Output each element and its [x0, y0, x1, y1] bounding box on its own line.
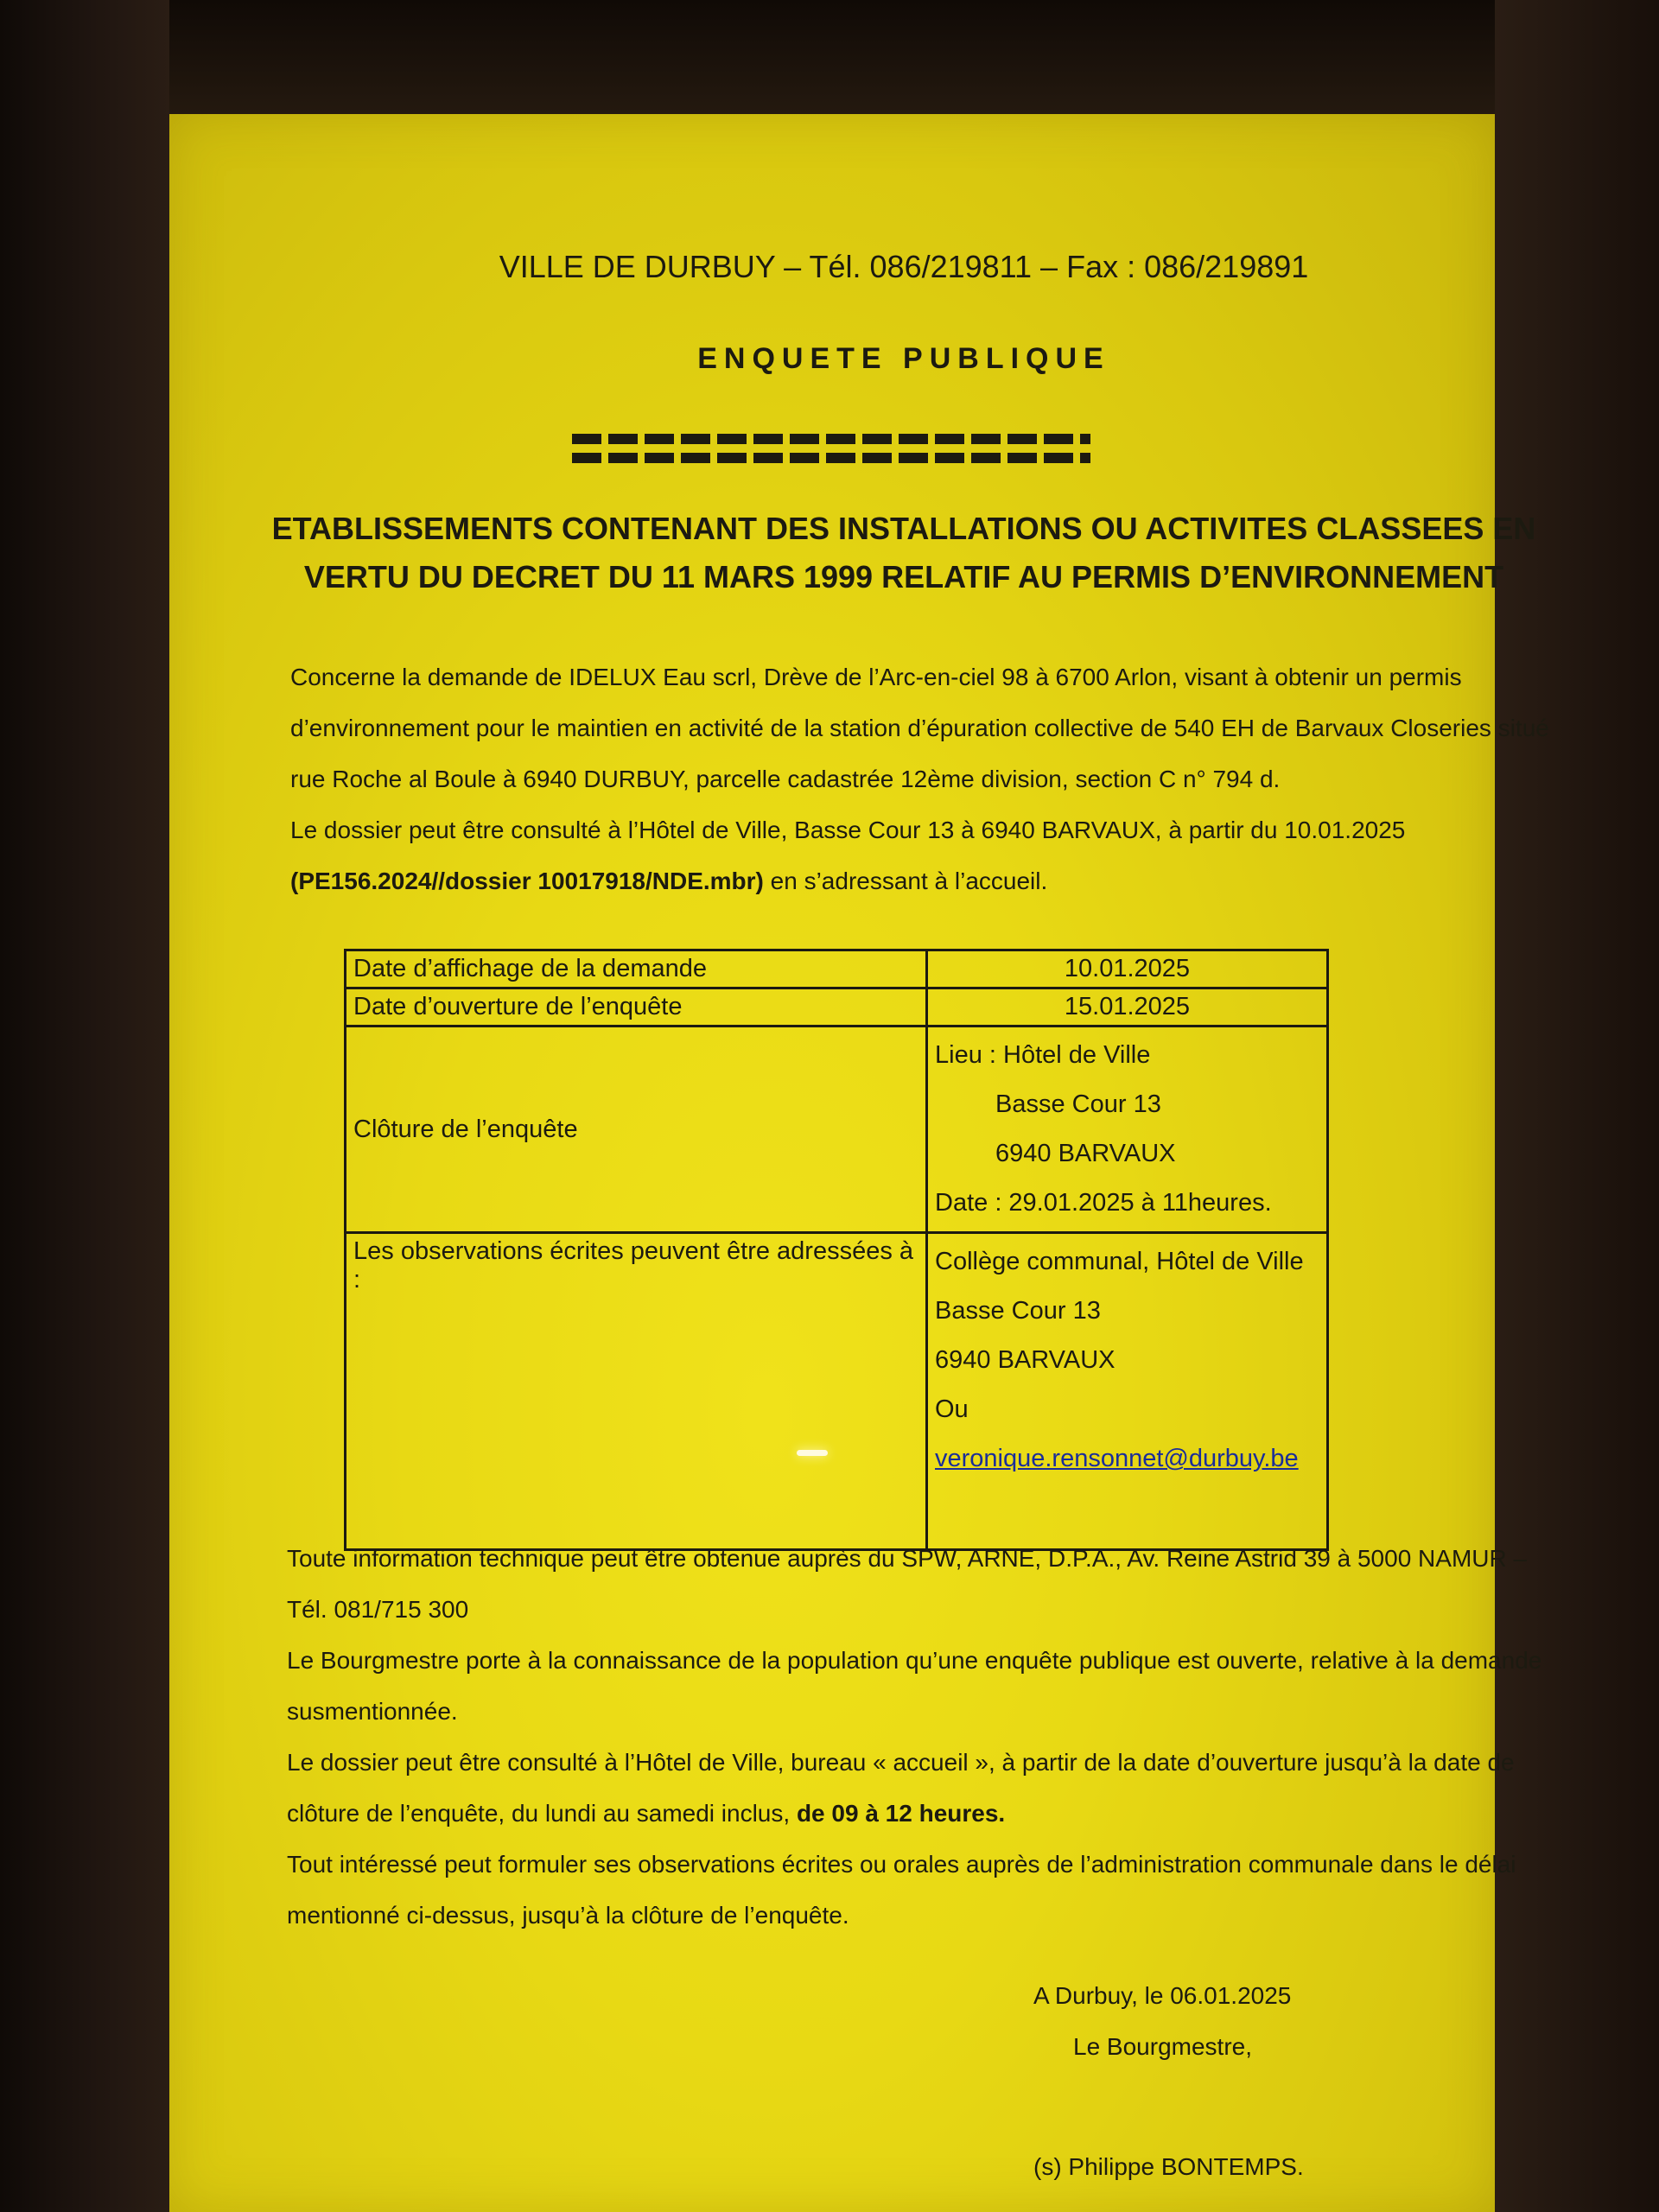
closing-details — [927, 1027, 1328, 1233]
closing-section — [287, 1533, 1566, 1941]
observations-address — [927, 1233, 1328, 1550]
double-line-separator — [572, 434, 1090, 465]
observations-or: Ou — [935, 1395, 969, 1423]
frame-top — [0, 0, 1659, 114]
opening-date-value: 15.01.2025 — [927, 988, 1328, 1027]
notice-subtitle — [256, 505, 1552, 601]
notice-poster — [169, 114, 1549, 2212]
closing-date: Date : 29.01.2025 à 11heures. — [935, 1189, 1272, 1217]
table-row — [346, 1233, 1328, 1550]
separator-line-bottom — [572, 453, 1090, 463]
announcement-paragraph: Le Bourgmestre porte à la connaissance de la population qu’une enquête publique est ouverte, relative à la demande susmentionnée. — [287, 1647, 1542, 1725]
subtitle-line-1: ETABLISSEMENTS CONTENANT DES INSTALLATIONS OU ACTIVITES CLASSEES EN — [271, 511, 1536, 546]
signature-place-date: A Durbuy, le 06.01.2025 — [1033, 1982, 1292, 2009]
intro-section — [290, 652, 1552, 906]
subtitle-line-2: VERTU DU DECRET DU 11 MARS 1999 RELATIF AU PERMIS D’ENVIRONNEMENT — [303, 559, 1504, 594]
inquiry-dates-table — [344, 949, 1329, 1551]
table-row — [346, 1027, 1328, 1233]
table-row — [346, 988, 1328, 1027]
file-reference: (PE156.2024//dossier 10017918/NDE.mbr) — [290, 868, 764, 894]
notice-title: ENQUETE PUBLIQUE — [697, 342, 1110, 375]
intro-paragraph-request: Concerne la demande de IDELUX Eau scrl, Drève de l’Arc-en-ciel 98 à 6700 Arlon, visant à obtenir un permis d’environnement pour le maintien en activité de la station d’épuration collective de 540 EH de Barvaux Closeries situé rue Roche al Boule à 6940 DURBUY, parcelle cadastrée 12ème division, section C n° 794 d. — [290, 664, 1549, 792]
consultation-text: Le dossier peut être consulté à l’Hôtel de Ville, Basse Cour 13 à 6940 BARVAUX, à partir du 10.01.2025 — [290, 817, 1406, 843]
observations-label: Les observations écrites peuvent être adressées à : — [346, 1233, 927, 1550]
consultation-hours-paragraph — [287, 1737, 1566, 1839]
consultation-hours: de 09 à 12 heures. — [796, 1800, 1006, 1827]
email-link[interactable]: veronique.rensonnet@durbuy.be — [935, 1445, 1299, 1472]
intro-paragraph-consultation — [290, 804, 1552, 906]
signature-name: (s) Philippe BONTEMPS. — [1033, 2153, 1304, 2180]
consultation-hours-text: Le dossier peut être consulté à l’Hôtel de Ville, bureau « accueil », à partir de la date d’ouverture jusqu’à la date de clôture de l’enquête, du lundi au samedi inclus, — [287, 1749, 1515, 1827]
separator-line-top — [572, 434, 1090, 444]
consultation-suffix: en s’adressant à l’accueil. — [763, 868, 1048, 894]
observations-city: 6940 BARVAUX — [935, 1346, 1116, 1374]
opening-date-label: Date d’ouverture de l’enquête — [346, 988, 927, 1027]
closing-address-city: 6940 BARVAUX — [995, 1140, 1176, 1167]
light-reflection — [797, 1450, 828, 1456]
observations-paragraph: Tout intéressé peut formuler ses observations écrites ou orales auprès de l’administration communale dans le délai mentionné ci-dessus, jusqu’à la clôture de l’enquête. — [287, 1851, 1516, 1929]
closing-label: Clôture de l’enquête — [346, 1027, 927, 1233]
table-row — [346, 950, 1328, 988]
signature-block — [1033, 1970, 1379, 2192]
municipality-header: VILLE DE DURBUY – Tél. 086/219811 – Fax : 086/219891 — [499, 249, 1309, 284]
observations-street: Basse Cour 13 — [935, 1297, 1101, 1325]
closing-address-street: Basse Cour 13 — [995, 1090, 1161, 1118]
frame-left — [0, 0, 169, 2212]
closing-location: Lieu : Hôtel de Ville — [935, 1041, 1151, 1069]
signature-role: Le Bourgmestre, — [1073, 2033, 1252, 2060]
posting-date-value: 10.01.2025 — [927, 950, 1328, 988]
posting-date-label: Date d’affichage de la demande — [346, 950, 927, 988]
observations-recipient: Collège communal, Hôtel de Ville — [935, 1248, 1304, 1275]
technical-info-paragraph: Toute information technique peut être obtenue auprès du SPW, ARNE, D.P.A., Av. Reine Astrid 39 à 5000 NAMUR – Tél. 081/715 300 — [287, 1545, 1528, 1623]
